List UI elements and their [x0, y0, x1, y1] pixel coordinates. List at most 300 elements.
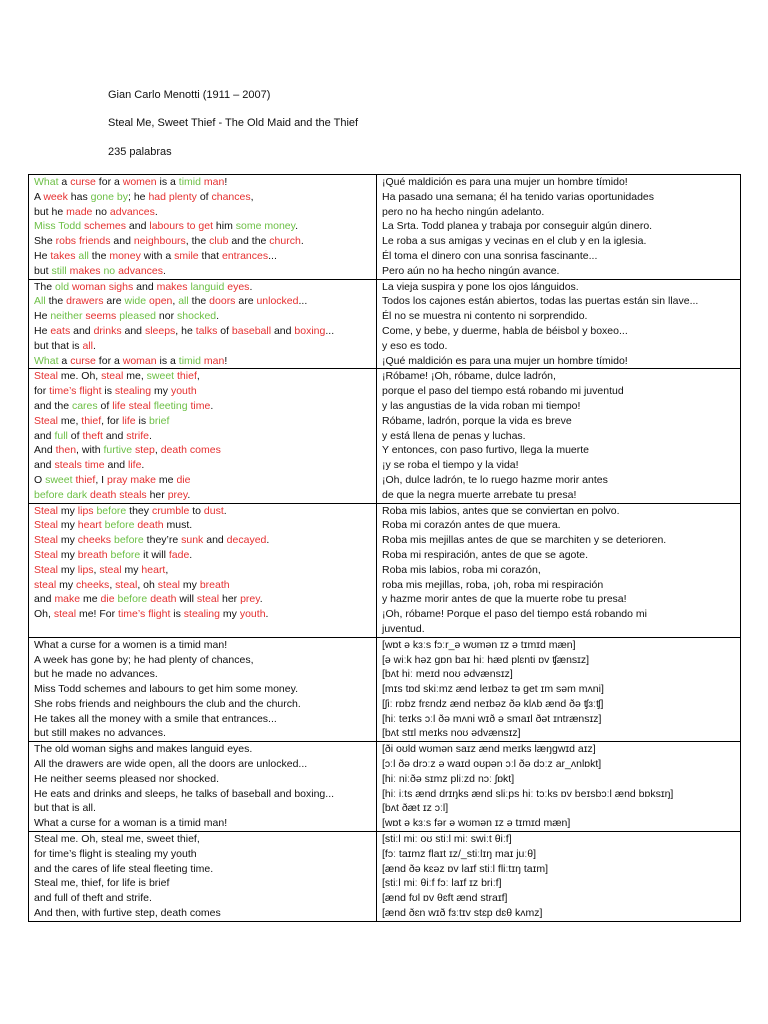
lyric-line: [34, 384, 371, 399]
lyric-word: and: [102, 429, 127, 442]
lyric-word: ...: [325, 324, 335, 337]
lyric-word: old: [55, 280, 70, 293]
lyric-word: wide: [124, 295, 147, 308]
lyric-line: [34, 518, 371, 533]
lyric-word: but he: [34, 205, 67, 218]
lyric-word: What: [34, 354, 59, 367]
lyric-word: and: [34, 593, 55, 606]
lyric-line: [34, 473, 371, 488]
lyric-word: that: [198, 249, 222, 262]
translation-line: roba mis mejillas, roba, ¡oh, roba mi respiración: [382, 578, 604, 591]
lyric-line: [34, 653, 371, 668]
translation-line: [hiː teɪks ɔːl ðə mʌni wɪð ə smaɪl ðət ɪntrænsɪz]: [382, 712, 602, 725]
lyric-word: chances: [211, 190, 251, 203]
lyric-word: , with: [76, 444, 104, 457]
lyric-word: all: [82, 339, 93, 352]
lyric-word: ...: [298, 295, 308, 308]
lyric-word: ,: [109, 578, 116, 591]
lyric-word: Steal: [34, 414, 58, 427]
lyric-word: but that is all.: [34, 802, 96, 815]
translation-line: Ha pasado una semana; él ha tenido varias oportunidades: [382, 190, 655, 203]
lyric-word: death comes: [160, 444, 221, 457]
lyric-word: still: [51, 264, 67, 277]
stanza-row: [29, 279, 741, 369]
lyric-line: [34, 906, 371, 921]
lyric-line: [34, 832, 371, 847]
translation-line: Roba mis labios, antes que se conviertan en polvo.: [382, 504, 620, 517]
lyric-word: Steal me, thief, for life is brief: [34, 877, 170, 890]
lyric-word: made: [66, 205, 93, 218]
lyric-line: [34, 458, 371, 473]
lyric-word: makes: [69, 264, 101, 277]
lyric-word: before: [113, 534, 144, 547]
lyric-word: .: [259, 593, 263, 606]
lyric-word: fleeting: [153, 399, 188, 412]
english-lyrics-cell: [29, 369, 377, 503]
lyric-word: All: [34, 295, 46, 308]
translation-line: [bʌt stɪl meɪks noʊ ədvænsɪz]: [382, 727, 521, 740]
english-lyrics-cell: [29, 742, 377, 832]
lyric-word: ,: [172, 295, 179, 308]
lyric-word: sweet: [146, 370, 175, 383]
lyric-word: and: [110, 235, 134, 248]
lyric-word: shocked: [177, 310, 217, 323]
lyric-line: [34, 324, 371, 339]
lyric-word: has: [67, 190, 91, 203]
lyric-word: steal: [99, 563, 122, 576]
lyric-word: my: [179, 578, 200, 591]
lyric-word: advances: [109, 205, 155, 218]
lyric-word: no: [92, 205, 110, 218]
translation-line: La vieja suspira y pone los ojos lánguidos.: [382, 280, 579, 293]
translation-line: Y entonces, con paso furtivo, llega la muerte: [382, 444, 590, 457]
lyric-word: my: [151, 385, 171, 398]
lyric-word: .: [300, 235, 304, 248]
translation-line: [hiː iːts ænd drɪŋks ænd sliːps hiː tɔːks ɒv beɪsbɔːl ænd bɒksɪŋ]: [382, 787, 674, 800]
translation-line: Roba mis labios, roba mi corazón,: [382, 563, 541, 576]
lyric-line: [34, 772, 371, 787]
lyric-word: heart: [141, 563, 166, 576]
lyric-word: my: [57, 563, 78, 576]
lyric-word: had plenty: [148, 190, 197, 203]
lyric-word: is: [170, 608, 184, 621]
lyric-word: is: [135, 414, 150, 427]
lyric-word: pray make: [106, 473, 157, 486]
translation-line: Róbame, ladrón, porque la vida es breve: [382, 414, 572, 427]
lyric-word: The: [34, 280, 56, 293]
translation-line: ¡y se roba el tiempo y la vida!: [382, 459, 519, 472]
lyric-line: [34, 399, 371, 414]
lyric-word: He neither seems pleased nor shocked.: [34, 772, 220, 785]
lyric-word: lips: [77, 563, 94, 576]
lyric-word: my: [57, 534, 78, 547]
lyric-word: before: [117, 593, 148, 606]
lyric-line: [34, 876, 371, 891]
lyric-word: time: [190, 399, 211, 412]
lyric-line: [34, 578, 371, 593]
lyric-word: .: [223, 504, 227, 517]
lyric-word: robs friends: [55, 235, 111, 248]
lyric-word: drinks: [93, 324, 122, 337]
lyric-word: He: [34, 310, 51, 323]
lyric-line: [34, 264, 371, 279]
lyric-word: and the: [34, 399, 72, 412]
translation-line: y eso es todo.: [382, 339, 448, 352]
stanza-row: [29, 832, 741, 922]
lyric-word: Steal: [34, 548, 58, 561]
translation-cell: [377, 832, 741, 922]
lyric-word: Oh,: [34, 608, 54, 621]
lyric-word: the: [88, 249, 110, 262]
lyric-word: steal: [34, 578, 57, 591]
song-title: Steal Me, Sweet Thief - The Old Maid and the Thief: [108, 117, 359, 129]
lyric-line: [34, 369, 371, 384]
lyric-word: .: [295, 220, 299, 233]
lyric-line: [34, 726, 371, 741]
lyric-word: makes: [156, 280, 188, 293]
lyric-word: gone by: [90, 190, 128, 203]
lyric-word: heart: [77, 519, 102, 532]
lyric-word: club: [209, 235, 229, 248]
lyric-line: [34, 205, 371, 220]
lyric-word: and: [34, 429, 55, 442]
lyric-word: furtive: [103, 444, 133, 457]
lyric-word: Steal: [34, 563, 58, 576]
lyric-word: prey: [240, 593, 260, 606]
translation-line: Roba mis mejillas antes de que se marchiten y se deterioren.: [382, 534, 667, 547]
lyric-word: sleeps: [144, 324, 176, 337]
lyric-word: cheeks: [76, 578, 110, 591]
lyric-line: [34, 638, 371, 653]
lyric-word: advances: [118, 264, 164, 277]
translation-cell: [377, 742, 741, 832]
lyric-line: [34, 563, 371, 578]
lyric-line: [34, 280, 371, 295]
lyric-word: .: [92, 339, 96, 352]
lyric-word: fade: [168, 548, 190, 561]
lyric-word: breath: [199, 578, 230, 591]
lyric-word: of: [97, 399, 113, 412]
lyric-line: [34, 847, 371, 862]
translation-line: [hiː niːðə sɪmz pliːzd nɔː ʃɒkt]: [382, 772, 515, 785]
lyric-word: youth: [239, 608, 266, 621]
lyric-word: theft: [82, 429, 103, 442]
lyric-word: life: [122, 414, 136, 427]
translation-cell: [377, 503, 741, 637]
lyric-word: me,: [57, 414, 82, 427]
translation-line: Él no se muestra ni contento ni sorprendido.: [382, 310, 588, 323]
translation-line: de que la negra muerte arrebate tu presa!: [382, 488, 577, 501]
lyric-word: O: [34, 473, 46, 486]
lyric-word: week: [43, 190, 68, 203]
lyric-word: neither: [50, 310, 83, 323]
lyric-word: time’s flight: [49, 385, 102, 398]
lyrics-table: [28, 174, 741, 922]
lyric-word: man: [203, 354, 225, 367]
lyric-word: me: [156, 473, 177, 486]
lyric-word: my: [121, 563, 142, 576]
lyric-word: steal: [115, 578, 138, 591]
lyric-word: thief: [81, 414, 102, 427]
lyric-word: man: [203, 176, 225, 188]
lyric-line: [34, 712, 371, 727]
lyric-line: [34, 339, 371, 354]
lyric-word: !: [224, 354, 228, 367]
lyric-word: Steal: [34, 370, 58, 383]
translation-line: y hazme morir antes de que la muerte robe tu presa!: [382, 593, 627, 606]
translation-line: [ə wiːk həz gɒn baɪ hiː hæd plɛnti ɒv ʧænsɪz]: [382, 653, 590, 666]
lyric-word: a: [58, 176, 71, 188]
lyric-word: steal: [196, 593, 220, 606]
lyric-word: He takes all the money with a smile that entrances...: [34, 712, 277, 725]
lyric-word: .: [187, 488, 191, 501]
lyric-word: her: [219, 593, 241, 606]
lyric-word: timid: [178, 176, 201, 188]
lyric-line: [34, 175, 371, 190]
lyric-word: death steals: [90, 488, 147, 501]
lyric-word: strife: [126, 429, 150, 442]
lyric-word: and: [203, 534, 227, 547]
lyric-line: [34, 294, 371, 309]
lyric-word: ; he: [128, 190, 149, 203]
translation-line: [bʌt hiː meɪd noʊ ədvænsɪz]: [382, 668, 513, 681]
translation-line: [stiːl miː oʊ stiːl miː swiːt θiːf]: [382, 833, 512, 846]
lyric-word: and the: [228, 235, 270, 248]
lyric-word: of: [196, 190, 212, 203]
lyric-word: women: [122, 176, 157, 188]
lyric-word: A: [34, 190, 44, 203]
lyric-word: boxing: [294, 324, 326, 337]
lyric-word: And then, with furtive step, death comes: [34, 907, 221, 920]
lyric-word: curse: [70, 176, 96, 188]
lyric-word: and: [104, 459, 128, 472]
lyric-word: eyes: [227, 280, 250, 293]
translation-line: [ɔːl ðə drɔːz ə waɪd oʊpən ɔːl ðə dɔːz ar_ʌnlɒkt]: [382, 758, 602, 771]
lyric-word: the: [45, 295, 67, 308]
lyric-line: [34, 697, 371, 712]
lyric-word: talks: [195, 324, 218, 337]
lyric-word: to: [189, 504, 204, 517]
lyric-word: baseball: [231, 324, 272, 337]
lyric-word: thief: [75, 473, 96, 486]
translation-line: Roba mi corazón antes de que muera.: [382, 519, 561, 532]
lyric-word: die: [176, 473, 191, 486]
lyric-word: brief: [149, 414, 170, 427]
lyric-word: labours to get: [149, 220, 214, 233]
lyric-word: they’re: [143, 534, 182, 547]
lyric-word: nor: [156, 310, 178, 323]
english-lyrics-cell: [29, 503, 377, 637]
lyric-word: ,: [154, 444, 161, 457]
lyric-line: [34, 533, 371, 548]
lyric-word: steal: [157, 578, 180, 591]
lyric-word: .: [210, 399, 214, 412]
lyric-line: [34, 592, 371, 607]
lyric-line: [34, 787, 371, 802]
lyric-line: [34, 682, 371, 697]
translation-line: juventud.: [382, 622, 425, 635]
lyric-word: life: [112, 399, 126, 412]
translation-line: pero no ha hecho ningún adelanto.: [382, 205, 545, 218]
translation-line: y está llena de penas y luchas.: [382, 429, 526, 442]
lyric-word: .: [154, 205, 158, 218]
translation-line: [bʌt ðæt ɪz ɔːl]: [382, 802, 449, 815]
lyric-word: sunk: [181, 534, 204, 547]
lyric-line: [34, 309, 371, 324]
lyric-word: A week has gone by; he had plenty of chances,: [34, 653, 254, 666]
lyric-word: .: [216, 310, 220, 323]
lyric-word: before: [110, 548, 141, 561]
lyric-word: .: [163, 264, 166, 277]
lyric-word: What a curse for a women is a timid man!: [34, 638, 228, 651]
lyric-word: but still makes no advances.: [34, 727, 166, 740]
lyric-word: woman sighs: [71, 280, 134, 293]
lyric-word: they: [126, 504, 152, 517]
lyric-word: and: [70, 324, 94, 337]
lyric-word: What a curse for a woman is a timid man!: [34, 817, 228, 830]
lyric-word: a: [58, 354, 71, 367]
lyric-line: [34, 891, 371, 906]
lyric-line: [34, 234, 371, 249]
lyric-word: dust: [203, 504, 224, 517]
lyric-word: time’s flight: [118, 608, 171, 621]
translation-cell: [377, 637, 741, 742]
lyric-word: .: [266, 534, 270, 547]
lyric-word: stealing: [114, 385, 152, 398]
translation-line: [ænd ðə kɛəz ɒv laɪf stiːl fliːtɪŋ taɪm]: [382, 862, 549, 875]
lyric-word: ,: [196, 370, 200, 383]
lyric-word: thief: [177, 370, 197, 383]
lyric-line: [34, 667, 371, 682]
lyric-line: [34, 504, 371, 519]
translation-cell: [377, 369, 741, 503]
lyric-word: and: [126, 220, 150, 233]
lyric-word: drawers: [66, 295, 104, 308]
lyric-word: for: [34, 385, 50, 398]
lyric-word: sweet: [45, 473, 73, 486]
translation-line: ¡Qué maldición es para una mujer un hombre tímido!: [382, 354, 628, 367]
translation-line: La Srta. Todd planea y trabaja por conseguir algún dinero.: [382, 220, 653, 233]
lyric-line: [34, 488, 371, 503]
translation-line: porque el paso del tiempo está robando mi juventud: [382, 385, 624, 398]
stanza-row: [29, 742, 741, 832]
word-count: 235 palabras: [108, 146, 172, 158]
lyric-word: curse: [70, 354, 96, 367]
lyric-word: church: [269, 235, 301, 248]
lyric-word: of: [217, 324, 232, 337]
lyric-word: Steal: [34, 534, 58, 547]
lyric-word: ...: [268, 249, 277, 262]
lyric-word: are: [103, 295, 125, 308]
lyric-line: [34, 862, 371, 877]
lyric-word: then: [55, 444, 77, 457]
lyric-word: my: [57, 504, 78, 517]
lyric-word: is a: [156, 354, 179, 367]
lyric-line: [34, 354, 371, 369]
lyric-word: , I: [95, 473, 107, 486]
lyric-word: and: [121, 324, 145, 337]
lyric-word: before dark: [34, 488, 88, 501]
lyric-word: for a: [95, 176, 123, 188]
translation-line: Le roba a sus amigas y vecinas en el club y en la iglesia.: [382, 235, 647, 248]
lyric-word: Steal: [34, 519, 58, 532]
lyric-word: must.: [163, 519, 193, 532]
stanza-row: [29, 503, 741, 637]
lyric-word: steals time: [54, 459, 105, 472]
lyrics-table-body: [29, 175, 741, 922]
translation-line: Él toma el dinero con una sonrisa fascinante...: [382, 249, 598, 262]
translation-line: Pero aún no ha hecho ningún avance.: [382, 264, 560, 277]
lyric-line: [34, 757, 371, 772]
lyric-word: !: [224, 176, 228, 188]
lyric-word: youth: [170, 385, 197, 398]
lyric-word: die: [100, 593, 115, 606]
lyric-word: , for: [101, 414, 123, 427]
lyric-word: my: [220, 608, 240, 621]
lyric-word: of: [67, 429, 83, 442]
lyric-word: eats: [50, 324, 71, 337]
lyric-word: And: [34, 444, 56, 457]
translation-line: [ði oʊld wʊmən saɪz ænd meɪks læŋgwɪd aɪz]: [382, 743, 596, 756]
lyric-word: death: [150, 593, 177, 606]
lyric-word: for a: [95, 354, 123, 367]
lyric-word: He eats and drinks and sleeps, he talks of baseball and boxing...: [34, 787, 335, 800]
lyric-word: Steal me. Oh, steal me, sweet thief,: [34, 833, 200, 846]
lyric-word: but he made no advances.: [34, 668, 158, 681]
lyric-word: stealing: [183, 608, 220, 621]
english-lyrics-cell: [29, 832, 377, 922]
lyric-word: , he: [175, 324, 196, 337]
lyric-word: step: [135, 444, 155, 457]
lyric-word: Steal: [34, 504, 58, 517]
translation-line: [mɪs tɒd skiːmz ænd leɪbəz tə get ɪm səm mʌni]: [382, 683, 604, 696]
lyric-word: crumble: [151, 504, 190, 517]
lyric-word: some money: [235, 220, 296, 233]
lyric-line: [34, 742, 371, 757]
lyric-word: woman: [122, 354, 157, 367]
lyric-word: before: [96, 504, 127, 517]
lyric-line: [34, 249, 371, 264]
lyric-word: entrances: [221, 249, 269, 262]
lyric-word: , the: [185, 235, 210, 248]
lyric-word: seems: [85, 310, 117, 323]
translation-line: Todos los cajones están abiertos, todas las puertas están sin llave...: [382, 295, 699, 308]
lyric-word: pleased: [119, 310, 157, 323]
english-lyrics-cell: [29, 637, 377, 742]
lyric-line: [34, 816, 371, 831]
lyric-word: .: [249, 280, 253, 293]
lyric-word: He: [34, 324, 51, 337]
lyric-word: cares: [71, 399, 98, 412]
lyric-line: [34, 414, 371, 429]
lyric-word: me,: [123, 370, 147, 383]
translation-line: ¡Róbame! ¡Oh, róbame, dulce ladrón,: [382, 370, 556, 383]
lyric-word: cheeks: [77, 534, 112, 547]
translation-line: [ænd ðɛn wɪð fɜːtɪv stɛp dɛθ kʌmz]: [382, 907, 543, 920]
lyric-word: open: [149, 295, 173, 308]
lyric-word: steal: [101, 370, 124, 383]
translation-line: [wɒt ə kɜːs fər ə wʊmən ɪz ə tɪmɪd mæn]: [382, 817, 571, 830]
lyric-word: He: [34, 249, 51, 262]
translation-line: [wɒt ə kɜːs fɔːr_ə wʊmən ɪz ə tɪmɪd mæn]: [382, 638, 576, 651]
lyric-word: and full of theft and strife.: [34, 892, 152, 905]
lyric-word: with a: [140, 249, 175, 262]
lyric-word: him: [213, 220, 236, 233]
lyric-word: unlocked: [256, 295, 299, 308]
lyric-word: , oh: [137, 578, 158, 591]
english-lyrics-cell: [29, 175, 377, 280]
translation-line: ¡Qué maldición es para una mujer un hombre tímido!: [382, 176, 628, 188]
